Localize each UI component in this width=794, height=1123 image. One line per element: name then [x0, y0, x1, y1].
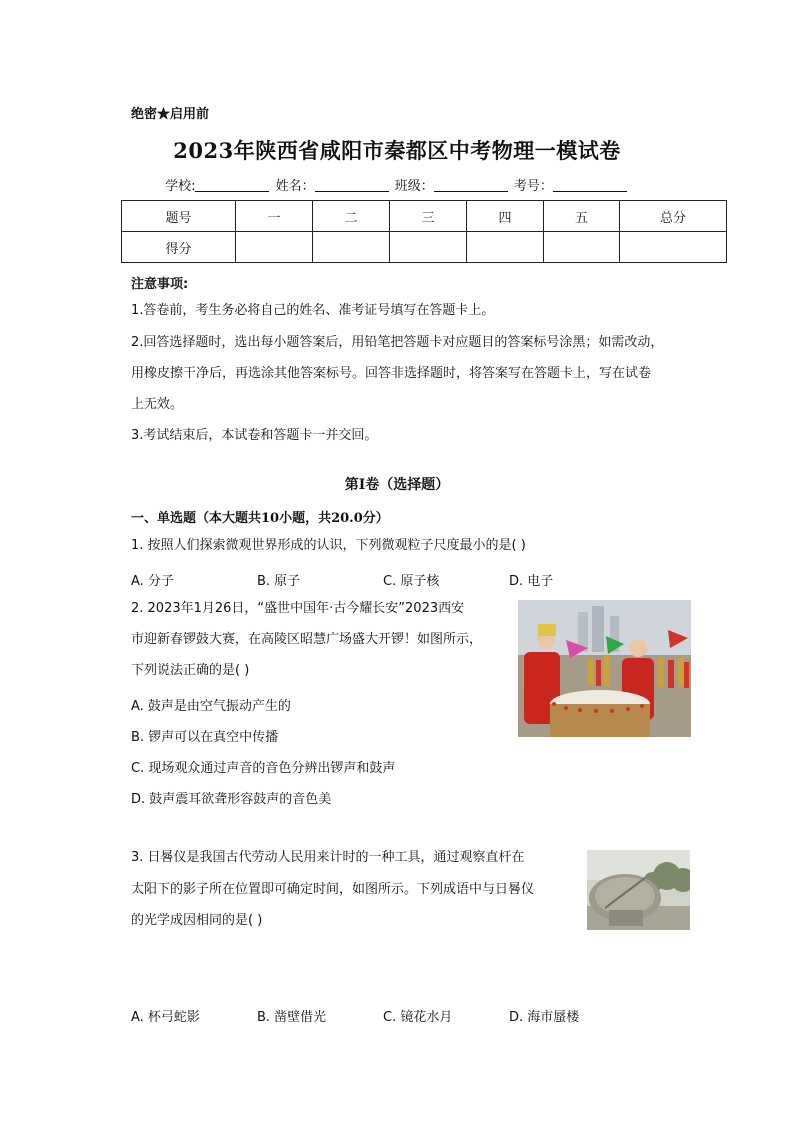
class-label: 班级： [394, 179, 434, 194]
table-cell: 三 [390, 201, 467, 232]
question-2-option-d[interactable]: D. 鼓声震耳欲聋形容鼓声的音色美 [131, 792, 332, 807]
exam-number-label: 考号： [513, 179, 553, 194]
question-3-option-c[interactable]: C. 镜花水月 [383, 1010, 453, 1025]
question-1-option-a[interactable]: A. 分子 [131, 574, 174, 589]
confidential-label: 绝密★启用前 [131, 107, 210, 122]
question-2-option-a[interactable]: A. 鼓声是由空气振动产生的 [131, 699, 291, 714]
question-3-option-d[interactable]: D. 海市蜃楼 [509, 1010, 580, 1025]
score-input-cell[interactable] [544, 232, 620, 263]
notice-item-1: 1.答卷前，考生务必将自己的姓名、准考证号填写在答题卡上。 [131, 303, 495, 318]
score-input-cell[interactable] [390, 232, 467, 263]
notice-item-2-line-3: 上无效。 [131, 397, 184, 412]
question-1-option-d[interactable]: D. 电子 [509, 574, 554, 589]
question-3-option-a[interactable]: A. 杯弓蛇影 [131, 1010, 200, 1025]
score-table [121, 200, 727, 263]
score-input-cell[interactable] [467, 232, 544, 263]
section-subtitle: 一、单选题（本大题共10小题，共20.0分） [131, 511, 389, 526]
notice-heading: 注意事项: [131, 277, 189, 292]
score-table-header-row [122, 201, 727, 232]
table-cell: 总分 [620, 201, 727, 232]
score-table-score-row [122, 232, 727, 263]
notice-item-2-line-1: 2.回答选择题时，选出每小题答案后，用铅笔把答题卡对应题目的答案标号涂黑；如需改动， [131, 335, 664, 350]
table-cell: 题号 [122, 201, 236, 232]
question-3-stem-line-2: 太阳下的影子所在位置即可确定时间，如图所示。下列成语中与日晷仪 [131, 882, 535, 897]
question-2-option-b[interactable]: B. 锣声可以在真空中传播 [131, 730, 279, 745]
notice-item-3: 3.考试结束后，本试卷和答题卡一并交回。 [131, 428, 378, 443]
school-label: 学校: [165, 179, 196, 194]
score-input-cell[interactable] [236, 232, 313, 263]
student-info-line [0, 175, 794, 194]
notice-item-2-line-2: 用橡皮擦干净后，再选涂其他答案标号。回答非选择题时，将答案写在答题卡上，写在试卷 [131, 366, 652, 381]
name-label: 姓名： [275, 179, 315, 194]
question-2-stem-line-1: 2. 2023年1月26日，“盛世中国年·古今耀长安”2023西安 [131, 601, 465, 616]
question-2-option-c[interactable]: C. 现场观众通过声音的音色分辨出锣声和鼓声 [131, 761, 396, 776]
question-2-stem-line-2: 市迎新春锣鼓大赛，在高陵区昭慧广场盛大开锣！如图所示， [131, 632, 483, 647]
exam-title: 2023年陕西省咸阳市秦都区中考物理一模试卷 [173, 138, 621, 163]
class-blank[interactable] [434, 179, 508, 192]
question-1-stem: 1. 按照人们探索微观世界形成的认识，下列微观粒子尺度最小的是( ) [131, 538, 526, 553]
table-cell: 一 [236, 201, 313, 232]
school-blank[interactable] [195, 179, 269, 192]
score-input-cell[interactable] [313, 232, 390, 263]
table-cell: 二 [313, 201, 390, 232]
score-input-cell[interactable] [620, 232, 727, 263]
question-3-stem-line-1: 3. 日晷仪是我国古代劳动人民用来计时的一种工具，通过观察直杆在 [131, 850, 525, 865]
drum-performance-photo [518, 600, 691, 737]
sundial-photo [587, 850, 690, 930]
question-3-option-b[interactable]: B. 凿壁借光 [257, 1010, 327, 1025]
section-title: 第I卷（选择题） [344, 477, 450, 493]
question-1-option-b[interactable]: B. 原子 [257, 574, 301, 589]
question-2-stem-line-3: 下列说法正确的是( ) [131, 663, 250, 678]
question-3-stem-line-3: 的光学成因相同的是( ) [131, 913, 263, 928]
table-cell: 得分 [122, 232, 236, 263]
name-blank[interactable] [315, 179, 389, 192]
table-cell: 五 [544, 201, 620, 232]
exam-number-blank[interactable] [553, 179, 627, 192]
question-1-option-c[interactable]: C. 原子核 [383, 574, 440, 589]
table-cell: 四 [467, 201, 544, 232]
